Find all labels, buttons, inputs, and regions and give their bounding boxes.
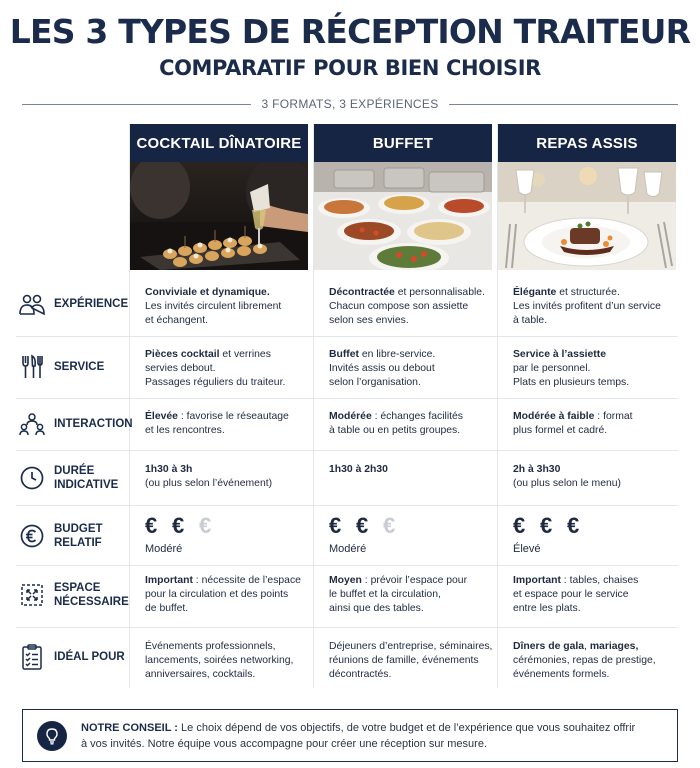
cell-espace-repas-assis: Important : tables, chaises et espace pour le service entre les plats. [513,575,639,614]
cell-duree-buffet: 1h30 à 2h30 [329,464,388,475]
row-divider [16,336,678,337]
budget-rating [513,514,685,538]
formats-divider [22,96,678,112]
row-divider [16,627,678,628]
column-header-cocktail: COCKTAIL DÎNATOIRE [130,124,308,162]
row-label-text: ESPACE NÉCESSAIRE [54,582,129,608]
page-title: LES 3 TYPES DE RÉCEPTION TRAITEUR [9,12,691,51]
row-label-budget [18,522,126,550]
row-label-text: BUDGET RELATIF [54,523,103,549]
page-subtitle: COMPARATIF POUR BIEN CHOISIR [159,56,541,80]
row-label-espace [18,581,129,609]
cell-duree-cocktail: 1h30 à 3h (ou plus selon l’événement) [145,464,273,489]
cell-experience-cocktail: Conviviale et dynamique. Les invités circulent librement et échangent. [145,287,282,326]
budget-rating [145,514,317,538]
euro-filled-icon: € [540,513,553,538]
row-label-text: DURÉE INDICATIVE [54,465,119,491]
cell-ideal-repas-assis: Dîners de gala, mariages, cérémonies, repas de prestige, événements formels. [513,641,656,680]
cell-budget-repas-assis [513,514,685,556]
row-label-interaction [18,410,133,438]
divider-line-left [22,104,251,105]
budget-label: Modéré [329,543,367,555]
row-divider [16,505,678,506]
cell-ideal-buffet: Déjeuners d’entreprise, séminaires, réunions de famille, événements décontractés. [329,641,493,680]
formats-caption: 3 FORMATS, 3 EXPÉRIENCES [261,97,439,111]
advice-line-1: Le choix dépend de vos objectifs, de votre budget et de l’expérience que vous souhaitez offrir [177,721,636,734]
cell-service-repas-assis: Service à l’assiette par le personnel. Plats en plusieurs temps. [513,349,630,388]
buffet-photo [314,162,492,270]
euro-icon [18,522,46,550]
euro-filled-icon: € [145,513,158,538]
cell-espace-buffet: Moyen : prévoir l’espace pour le buffet et la circulation, ainsi que des tables. [329,575,468,614]
clock-icon [18,464,46,492]
euro-empty-icon: € [199,513,212,538]
cell-interaction-cocktail: Élevée : favorise le réseautage et les rencontres. [145,411,289,436]
cocktail-photo [130,162,308,270]
budget-label: Modéré [145,543,183,555]
column-buffet [314,124,492,270]
budget-label: Élevé [513,543,541,555]
euro-filled-icon: € [356,513,369,538]
row-label-text: EXPÉRIENCE [54,298,129,310]
cell-experience-buffet: Décontractée et personnalisable. Chacun compose son assiette selon ses envies. [329,287,485,326]
euro-empty-icon: € [383,513,396,538]
euro-filled-icon: € [567,513,580,538]
budget-rating [329,514,501,538]
cell-interaction-buffet: Modérée : échanges facilités à table ou en petits groupes. [329,411,463,436]
cell-ideal-cocktail: Événements professionnels, lancements, soirées networking, anniversaires, cocktails. [145,641,294,680]
advice-line-2: à vos invités. Notre équipe vous accompagne pour créer une réception sur mesure. [81,737,487,750]
cell-interaction-repas-assis: Modérée à faible : format plus formel et cadré. [513,411,633,436]
network-icon [18,410,46,438]
divider-line-right [449,104,678,105]
row-label-ideal [18,643,126,671]
advice-text [81,720,635,752]
cutlery-icon [18,353,46,381]
euro-filled-icon: € [329,513,342,538]
lightbulb-icon [37,721,67,751]
cell-budget-cocktail [145,514,317,556]
advice-label: NOTRE CONSEIL : [81,721,178,734]
cell-service-buffet: Buffet en libre-service. Invités assis ou debout selon l’organisation. [329,349,436,388]
advice-box [22,709,678,762]
column-header-buffet: BUFFET [314,124,492,162]
row-label-experience [18,290,129,318]
checklist-icon [18,643,46,671]
expand-icon [18,581,46,609]
column-repas-assis [498,124,676,270]
row-divider [16,450,678,451]
row-divider [16,565,678,566]
row-divider [16,398,678,399]
row-label-text: SERVICE [54,361,105,373]
column-header-repas-assis: REPAS ASSIS [498,124,676,162]
row-label-text: IDÉAL POUR [54,651,125,663]
euro-filled-icon: € [513,513,526,538]
euro-filled-icon: € [172,513,185,538]
cell-budget-buffet [329,514,501,556]
cell-experience-repas-assis: Élégante et structurée. Les invités profitent d’un service à table. [513,287,661,326]
repas-assis-photo [498,162,676,270]
row-label-service [18,353,126,381]
column-cocktail [130,124,308,270]
row-label-text: INTERACTION [54,418,133,430]
cell-duree-repas-assis: 2h à 3h30 (ou plus selon le menu) [513,464,622,489]
row-label-duree [18,464,126,492]
people-icon [18,290,46,318]
cell-espace-cocktail: Important : nécessite de l’espace pour la circulation et des points de buffet. [145,575,301,614]
cell-service-cocktail: Pièces cocktail et verrines servies debout. Passages réguliers du traiteur. [145,349,286,388]
